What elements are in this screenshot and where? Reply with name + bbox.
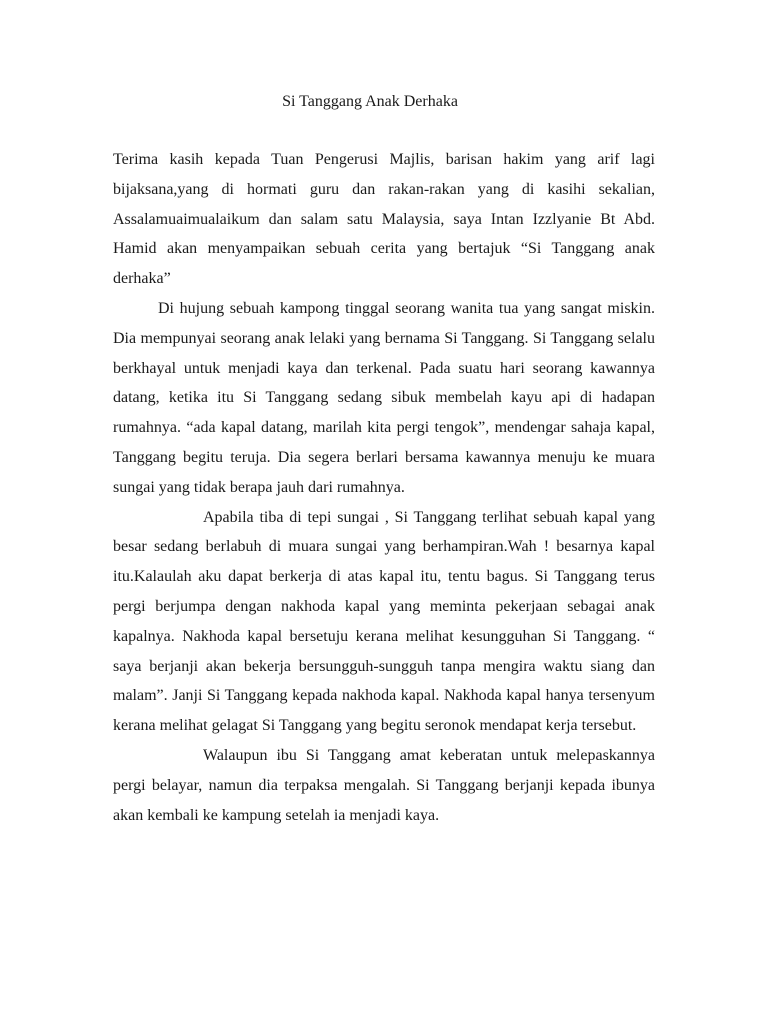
document-title: Si Tanggang Anak Derhaka [282, 93, 458, 110]
document-body [113, 145, 655, 830]
paragraph-kapal: Apabila tiba di tepi sungai , Si Tanggang terlihat sebuah kapal yang besar sedang berlabuh di muara sungai yang berhampiran.Wah ! besarnya kapal itu.Kalaulah aku dapat berkerja di atas kapal itu, tentu bagus. Si Tanggang terus pergi berjumpa dengan nakhoda kapal yang meminta pekerjaan sebagai anak kapalnya. Nakhoda kapal bersetuju kerana melihat kesungguhan Si Tanggang. “ saya berjanji akan bekerja bersungguh-sungguh tanpa mengira waktu siang dan malam”. Janji Si Tanggang kepada nakhoda kapal. Nakhoda kapal hanya tersenyum kerana melihat gelagat Si Tanggang yang begitu seronok mendapat kerja tersebut. [113, 508, 655, 735]
paragraph-kampong: Di hujung sebuah kampong tinggal seorang wanita tua yang sangat miskin. Dia mempunyai seorang anak lelaki yang bernama Si Tanggang. Si Tanggang selalu berkhayal untuk menjadi kaya dan terkenal. Pada suatu hari seorang kawannya datang, ketika itu Si Tanggang sedang sibuk membelah kayu api di hadapan rumahnya. “ada kapal datang, marilah kita pergi tengok”, mendengar sahaja kapal, Tanggang begitu teruja. Dia segera berlari bersama kawannya menuju ke muara sungai yang tidak berapa jauh dari rumahnya. [113, 299, 655, 496]
paragraph-belayar: Walaupun ibu Si Tanggang amat keberatan untuk melepaskannya pergi belayar, namun dia terpaksa mengalah. Si Tanggang berjanji kepada ibunya akan kembali ke kampung setelah ia menjadi kaya. [113, 746, 655, 824]
paragraph-opening: Terima kasih kepada Tuan Pengerusi Majlis, barisan hakim yang arif lagi bijaksana,yang di hormati guru dan rakan-rakan yang di kasihi sekalian, Assalamuaimualaikum dan salam satu Malaysia, saya Intan Izzlyanie Bt Abd. Hamid akan menyampaikan sebuah cerita yang bertajuk “Si Tanggang anak derhaka” [113, 151, 655, 288]
